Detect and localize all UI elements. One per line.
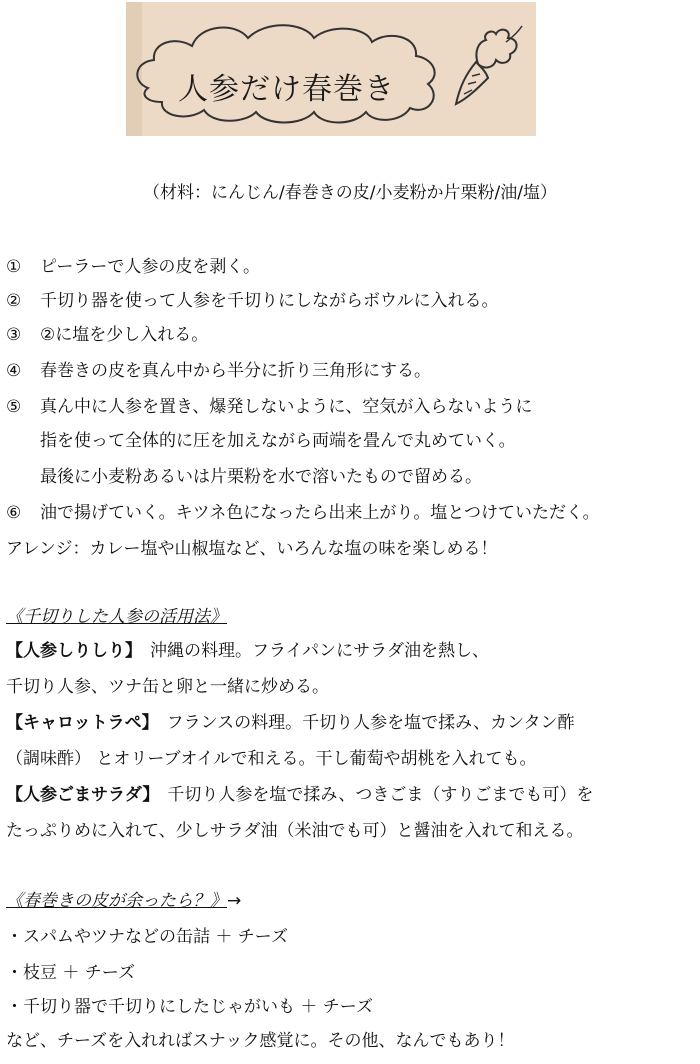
step-5-continuation: 最後に小麦粉あるいは片栗粉を水で溶いたもので留める。: [40, 467, 482, 487]
step-text: ピーラーで人参の皮を剥く。: [40, 257, 260, 277]
step-number: ⑥: [6, 503, 22, 523]
step-text: ②に塩を少し入れる。: [40, 325, 209, 345]
step-2: [6, 290, 499, 312]
usage-text: 千切り人参を塩で揉み、つきごま（すりごまでも可）を: [167, 785, 594, 805]
step-5: [6, 396, 532, 418]
section-heading-carrot-uses: 《千切りした人参の活用法》: [6, 607, 227, 627]
step-number: ②: [6, 291, 22, 311]
list-item: ・千切り器で千切りにしたじゃがいも ＋ チーズ: [6, 997, 373, 1017]
step-6: [6, 502, 600, 524]
carrot-icon: [456, 26, 522, 104]
list-item: ・スパムやツナなどの缶詰 ＋ チーズ: [6, 927, 288, 947]
step-1: [6, 256, 260, 278]
step-text: 真ん中に人参を置き、爆発しないように、空気が入らないように: [40, 397, 533, 417]
step-4: [6, 360, 431, 382]
list-item: ・枝豆 ＋ チーズ: [6, 963, 135, 983]
arrow-icon: →: [227, 891, 242, 911]
usage-item-sesame-salad: [6, 784, 593, 806]
usage-text: 沖縄の料理。フライパンにサラダ油を熱し、: [150, 641, 489, 661]
arrange-note: アレンジ：カレー塩や山椒塩など、いろんな塩の味を楽しめる！: [6, 539, 498, 559]
ingredients-line: （材料：にんじん/春巻きの皮/小麦粉か片栗粉/油/塩）: [143, 183, 557, 203]
step-text: 千切り器を使って人参を千切りにしながらボウルに入れる。: [40, 291, 499, 311]
usage-text-continuation: たっぷりめに入れて、少しサラダ油（米油でも可）と醤油を入れて和える。: [6, 821, 584, 841]
usage-label: 【キャロットラペ】: [6, 713, 159, 733]
usage-text-continuation: （調味酢） とオリーブオイルで和える。干し葡萄や胡桃を入れても。: [6, 749, 537, 769]
step-text: 春巻きの皮を真ん中から半分に折り三角形にする。: [40, 361, 431, 381]
step-5-continuation: 指を使って全体的に圧を加えながら両端を畳んで丸めていく。: [40, 431, 516, 451]
usage-item-shirishiri: [6, 640, 489, 662]
step-number: ③: [6, 325, 22, 345]
step-number: ④: [6, 361, 22, 381]
step-3: [6, 324, 208, 346]
closing-note: など、チーズを入れればスナック感覚に。その他、なんでもあり！: [6, 1031, 515, 1051]
usage-item-carottes-rapees: [6, 712, 575, 734]
section-heading-leftover-wrappers: [6, 890, 241, 912]
step-text: 油で揚げていく。キツネ色になったら出来上がり。塩とつけていただく。: [40, 503, 600, 523]
section-heading-text: 《春巻きの皮が余ったら？》: [6, 891, 227, 911]
step-number: ①: [6, 257, 22, 277]
usage-label: 【人参ごまサラダ】: [6, 785, 160, 805]
usage-label: 【人参しりしり】: [6, 641, 142, 661]
usage-text-continuation: 千切り人参、ツナ缶と卵と一緒に炒める。: [6, 677, 329, 697]
title-banner: [126, 2, 536, 136]
recipe-title: 人参だけ春巻き: [178, 72, 395, 107]
usage-text: フランスの料理。千切り人参を塩で揉み、カンタン酢: [166, 713, 575, 733]
step-number: ⑤: [6, 397, 22, 417]
